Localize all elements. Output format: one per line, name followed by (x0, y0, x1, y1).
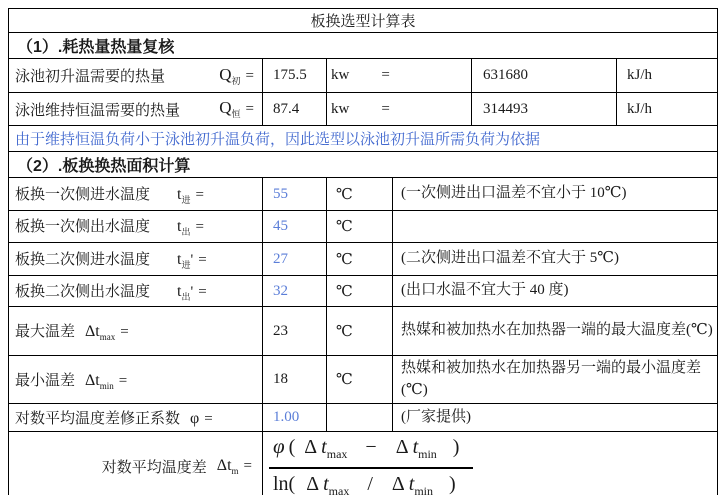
min-temp-diff-label-cell (9, 356, 263, 404)
primary-outlet-symbol: $t_出$ = (177, 218, 204, 237)
lmtd-symbol: $\Delta t_m$ = (216, 457, 252, 476)
secondary-outlet-label-cell (9, 276, 263, 307)
initial-heat-label-cell (9, 59, 263, 93)
row-secondary-inlet-temp (9, 243, 718, 276)
lmtd-formula-cell (263, 432, 718, 495)
max-temp-diff-value: 23 (263, 307, 327, 356)
plate-exchanger-calc-table (8, 8, 718, 495)
section2-header: （2）.板换换热面积计算 (9, 152, 718, 178)
initial-heat-kw-value: 175.5 (263, 59, 327, 93)
equals-sign: = (381, 67, 390, 83)
primary-outlet-label: 板换一次侧出水温度 (15, 219, 151, 235)
row-min-temp-diff (9, 356, 718, 404)
section2-header-row (9, 152, 718, 178)
correction-factor-symbol: φ = (190, 409, 213, 427)
min-temp-diff-symbol: $\Delta t_{min}$ = (85, 371, 128, 391)
celsius-unit: ℃ (327, 356, 393, 404)
celsius-unit: ℃ (327, 276, 393, 307)
primary-outlet-value: 45 (263, 211, 327, 243)
primary-inlet-label-cell (9, 178, 263, 211)
row-primary-outlet-temp (9, 211, 718, 243)
fraction-numerator: φ ( Δ $t_{max} - \Delta$ $t_{min}$ ) (269, 434, 473, 469)
lmtd-label: 对数平均温度差 (101, 460, 207, 476)
secondary-outlet-value: 32 (263, 276, 327, 307)
kjh-unit: kJ/h (617, 93, 718, 126)
note-row (9, 126, 718, 152)
initial-heat-kw-unit-cell (327, 59, 472, 93)
constant-heat-label: 泳池维持恒温需要的热量 (15, 102, 181, 119)
initial-heat-kjh-value: 631680 (472, 59, 617, 93)
max-temp-diff-symbol: $\Delta t_{max}$ = (85, 323, 129, 342)
secondary-inlet-symbol: $t_进'$ = (177, 250, 207, 270)
fraction-denominator: ln( Δ $t_{max}$ / Δ $t_{min}$ ) (273, 473, 456, 495)
max-temp-diff-label: 最大温差 (15, 324, 76, 340)
primary-outlet-label-cell (9, 211, 263, 243)
selection-basis-note: 由于维持恒温负荷小于泳池初升温负荷，因此选型以泳池初升温所需负荷为依据 (9, 126, 718, 152)
row-correction-factor (9, 404, 718, 432)
row-max-temp-diff (9, 307, 718, 356)
celsius-unit: ℃ (327, 307, 393, 356)
max-temp-diff-note: 热媒和被加热水在加热器一端的最大温度差(℃) (393, 307, 718, 356)
kjh-unit: kJ/h (617, 59, 718, 93)
primary-inlet-label: 板换一次侧进水温度 (15, 186, 151, 203)
correction-factor-note: (厂家提供) (393, 404, 718, 432)
correction-factor-label-cell (9, 404, 263, 432)
constant-heat-kjh-value: 314493 (472, 93, 617, 126)
correction-factor-value: 1.00 (263, 404, 327, 432)
max-temp-diff-label-cell (9, 307, 263, 356)
constant-heat-label-cell (9, 93, 263, 126)
secondary-outlet-symbol: $t_出'$ = (177, 282, 207, 302)
title-row (9, 9, 718, 33)
initial-heat-label: 泳池初升温需要的热量 (15, 69, 166, 85)
kw-unit: kw (331, 67, 350, 83)
correction-factor-label: 对数平均温度差修正系数 (15, 410, 181, 427)
primary-outlet-note (393, 211, 718, 243)
min-temp-diff-value: 18 (263, 356, 327, 404)
celsius-unit: ℃ (327, 211, 393, 243)
secondary-inlet-label-cell (9, 243, 263, 276)
row-secondary-outlet-temp (9, 276, 718, 307)
primary-inlet-note: (一次侧进出口温差不宜小于 10℃) (393, 178, 718, 211)
constant-heat-symbol: $Q_恒$ = (219, 98, 254, 119)
equals-sign: = (381, 100, 390, 117)
section1-header: （1）.耗热量热量复核 (9, 33, 718, 59)
row-lmtd-formula (9, 432, 718, 495)
constant-heat-kw-unit-cell (327, 93, 472, 126)
row-primary-inlet-temp (9, 178, 718, 211)
celsius-unit: ℃ (327, 178, 393, 211)
secondary-inlet-note: (二次侧进出口温差不宜大于 5℃) (393, 243, 718, 276)
initial-heat-symbol: $Q_初$ = (219, 64, 254, 86)
secondary-inlet-label: 板换二次侧进水温度 (15, 251, 151, 268)
secondary-inlet-value: 27 (263, 243, 327, 276)
min-temp-diff-label: 最小温差 (15, 372, 76, 389)
lmtd-label-cell (9, 432, 263, 495)
primary-inlet-symbol: $t_进$ = (177, 185, 204, 205)
lmtd-fraction (269, 434, 473, 495)
celsius-unit: ℃ (327, 243, 393, 276)
empty-unit-cell (327, 404, 393, 432)
table-title: 板换选型计算表 (9, 9, 718, 33)
section1-header-row (9, 33, 718, 59)
secondary-outlet-note: (出口水温不宜大于 40 度) (393, 276, 718, 307)
min-temp-diff-note: 热媒和被加热水在加热器另一端的最小温度差(℃) (393, 356, 718, 404)
row-constant-heat (9, 93, 718, 126)
constant-heat-kw-value: 87.4 (263, 93, 327, 126)
row-initial-heat (9, 59, 718, 93)
kw-unit: kw (331, 100, 350, 117)
secondary-outlet-label: 板换二次侧出水温度 (15, 283, 151, 300)
primary-inlet-value: 55 (263, 178, 327, 211)
